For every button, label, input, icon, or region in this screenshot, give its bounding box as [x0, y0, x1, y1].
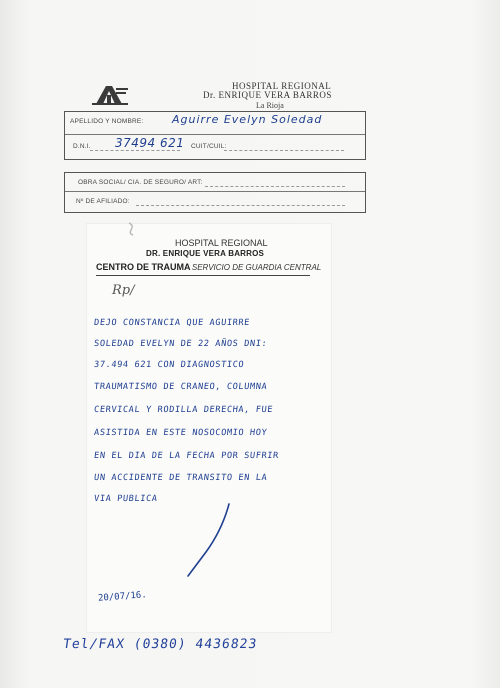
apellido-label: APELLIDO Y NOMBRE:	[70, 118, 144, 125]
dni-dotted-line	[90, 150, 180, 151]
note-line: DEJO CONSTANCIA QUE AGUIRRE	[93, 318, 251, 328]
afiliado-dotted-line[interactable]	[136, 205, 345, 206]
obra-social-label: OBRA SOCIAL/ CIA. DE SEGURO/ ART:	[78, 179, 203, 186]
dni-field[interactable]: 37494 621	[115, 136, 185, 150]
signature-stroke	[184, 500, 234, 580]
form-divider	[65, 134, 365, 135]
note-line: 37.494 621 CON DIAGNOSTICO	[93, 360, 245, 370]
note-line: EN EL DIA DE LA FECHA POR SUFRIR	[93, 451, 280, 461]
rx-unit-bold: CENTRO DE TRAUMA	[96, 262, 191, 272]
note-line: VIA PUBLICA	[93, 494, 159, 504]
rx-hospital-line1: HOSPITAL REGIONAL	[175, 238, 268, 248]
rx-hospital-line2: DR. ENRIQUE VERA BARROS	[146, 249, 265, 258]
hospital-logo-icon	[92, 82, 132, 106]
form-divider	[65, 191, 365, 192]
hospital-city: La Rioja	[256, 101, 284, 110]
note-line: SOLEDAD EVELYN DE 22 AÑOS DNI:	[93, 339, 268, 349]
afiliado-label: Nº DE AFILIADO:	[76, 198, 130, 205]
note-line: CERVICAL Y RODILLA DERECHA, FUE	[93, 405, 274, 415]
cuit-label: CUIT/CUIL:	[191, 143, 227, 150]
hospital-name-line1: HOSPITAL REGIONAL	[232, 81, 332, 91]
rp-symbol: Rp/	[112, 283, 135, 298]
cuit-dotted-line[interactable]	[224, 150, 344, 151]
obra-social-dotted-line[interactable]	[205, 186, 345, 187]
prescription-date: 20/07/16.	[97, 590, 148, 604]
note-line: ASISTIDA EN ESTE NOSOCOMIO HOY	[93, 428, 268, 438]
note-line: TRAUMATISMO DE CRANEO, COLUMNA	[93, 382, 268, 392]
rx-unit-italic: - SERVICIO DE GUARDIA CENTRAL	[187, 263, 322, 272]
staple-icon	[126, 222, 136, 236]
rx-header-rule	[96, 275, 310, 276]
telfax-note: Tel/FAX (0380) 4436823	[61, 637, 259, 652]
hospital-name-line2: Dr. ENRIQUE VERA BARROS	[203, 90, 332, 100]
apellido-field[interactable]: Aguirre Evelyn Soledad	[172, 113, 323, 126]
dni-label: D.N.I.	[73, 143, 91, 150]
note-line: UN ACCIDENTE DE TRANSITO EN LA	[93, 473, 268, 483]
